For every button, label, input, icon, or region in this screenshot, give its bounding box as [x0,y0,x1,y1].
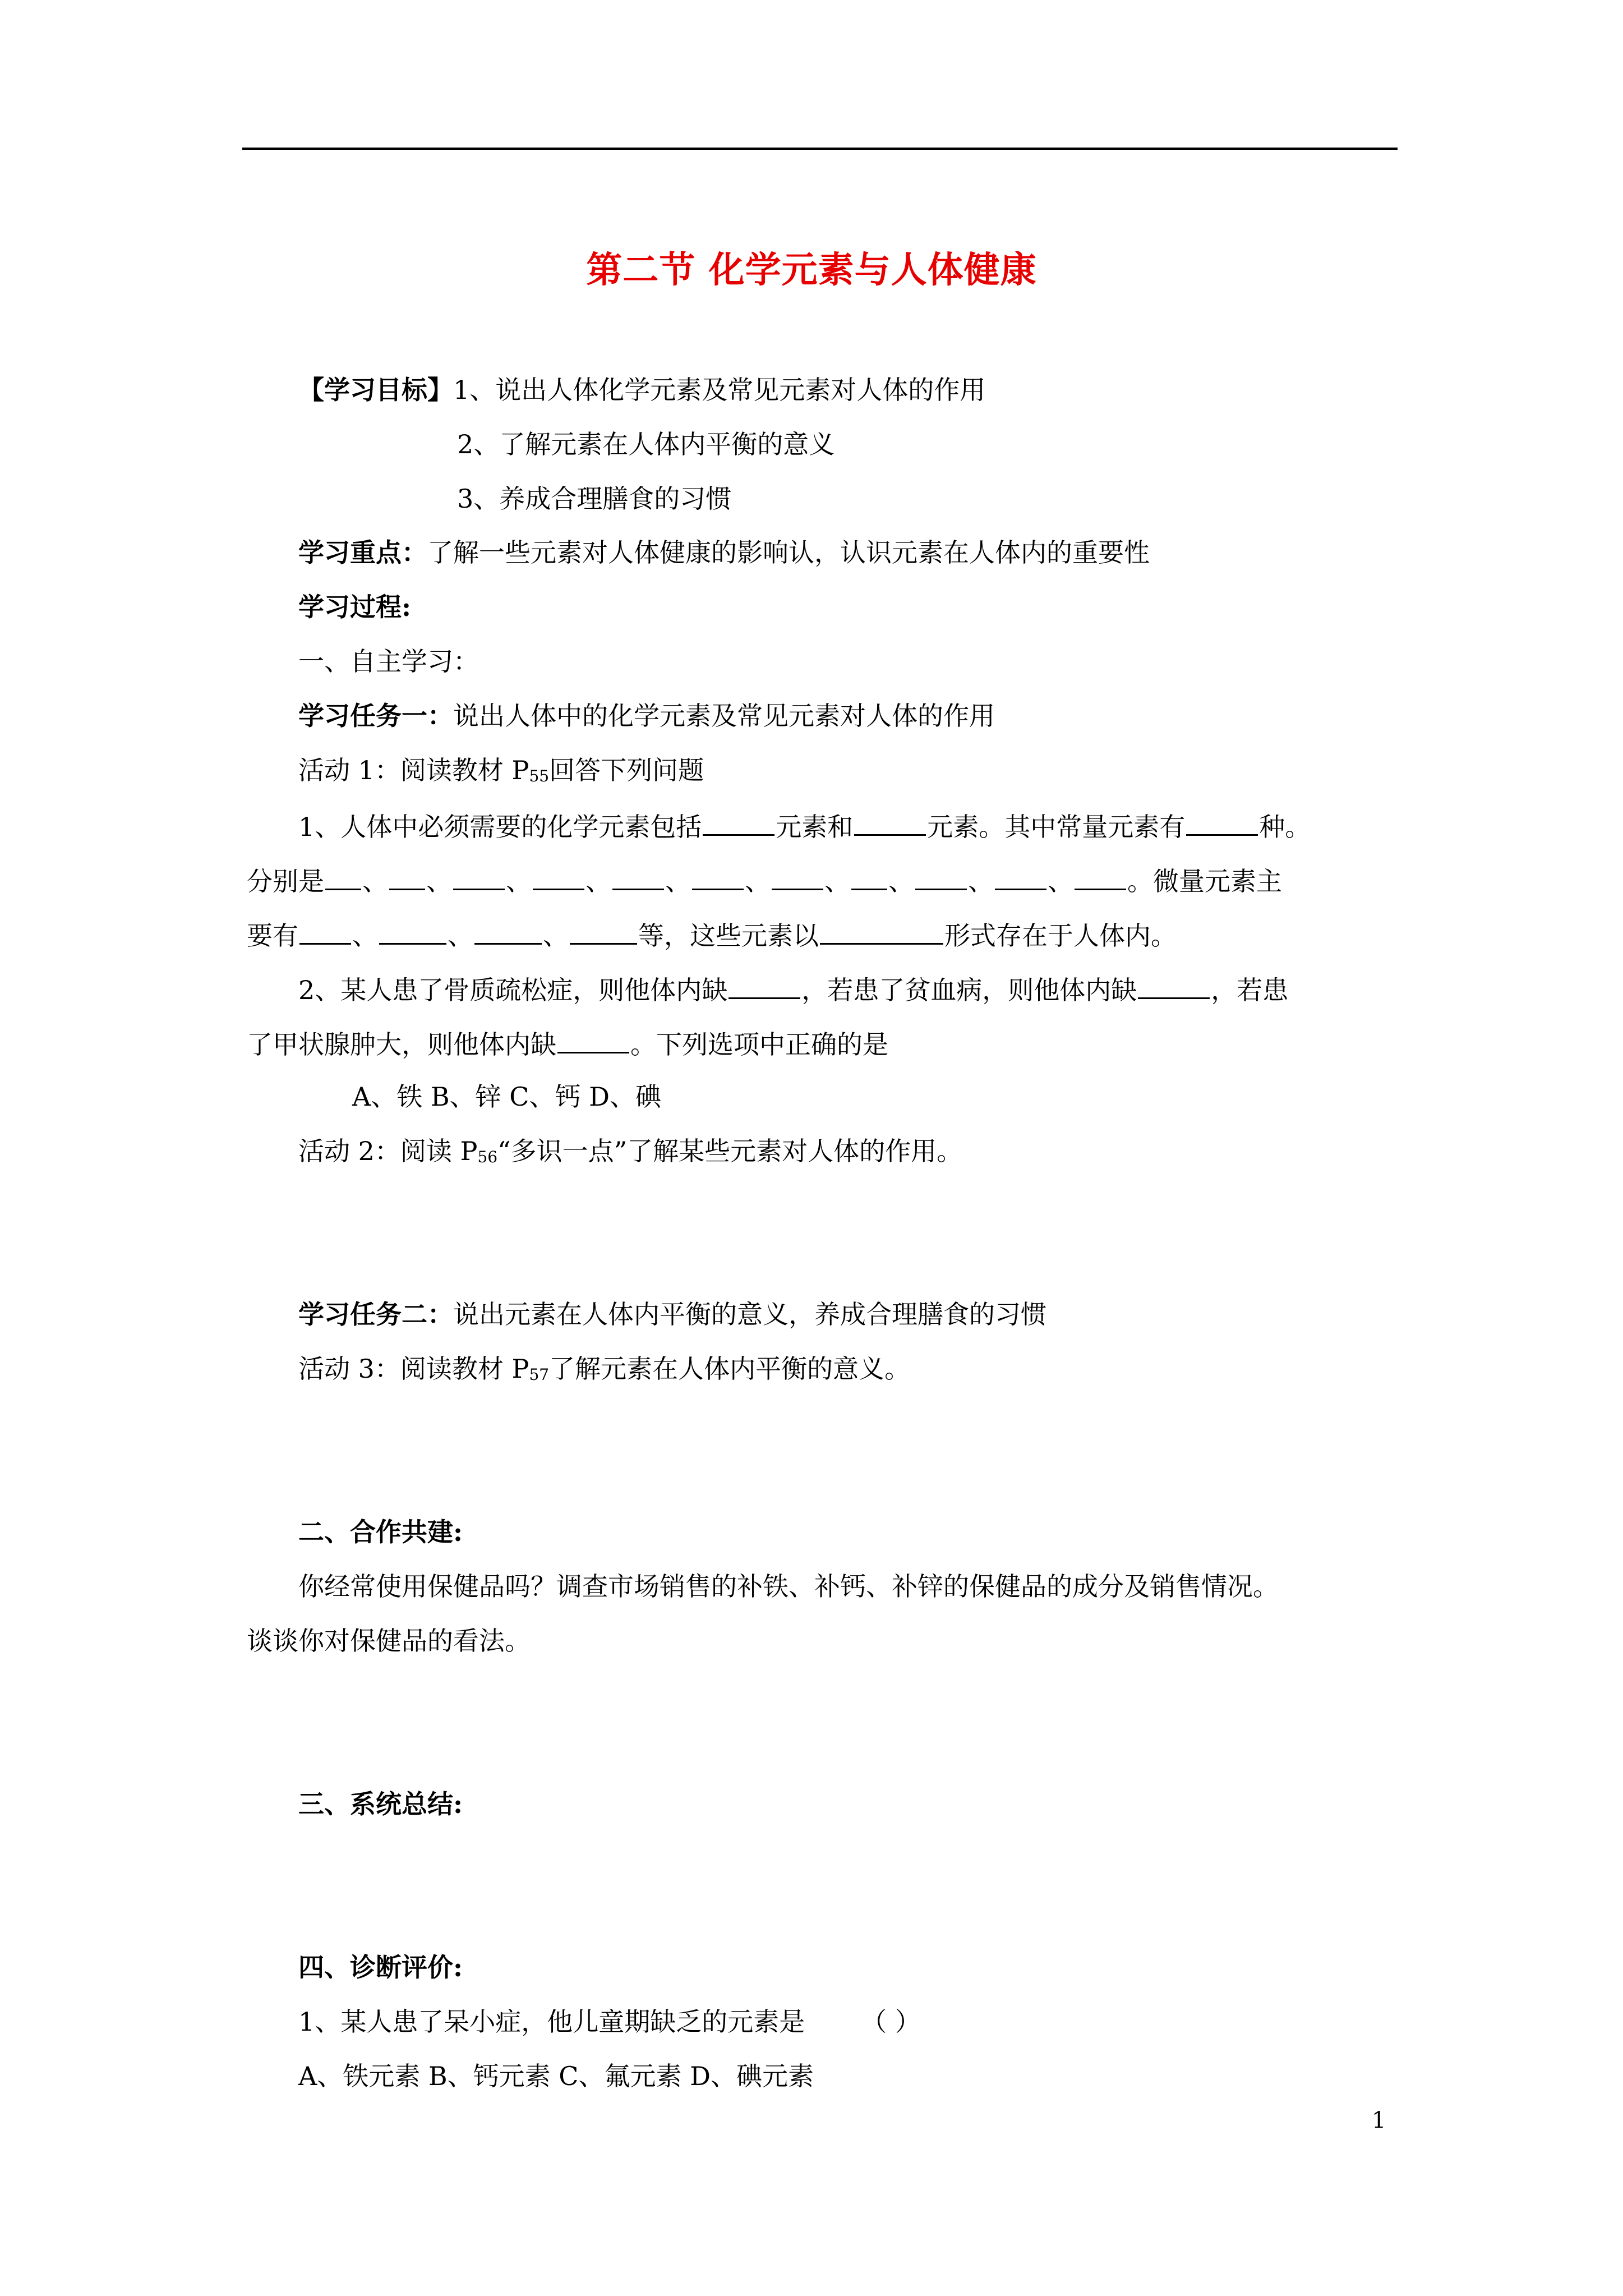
section-evaluation: 四、诊断评价: [298,1952,463,1982]
q1-text-h: 等，这些元素以 [638,921,819,951]
q1-blank-5[interactable] [389,864,425,890]
activity3-pre: 活动 3：阅读教材 P [298,1354,529,1384]
q2-line-2 [247,1027,888,1060]
q1-blank-15[interactable] [299,918,351,945]
q2-blank-3[interactable] [557,1027,629,1053]
process-label: 学习过程: [298,592,411,622]
activity1-line [298,755,704,786]
focus-text: 了解一些元素对人体健康的影响认，认识元素在人体内的重要性 [427,537,1150,568]
q1-text-d: 种。 [1259,812,1311,842]
section-summary: 三、系统总结: [298,1789,463,1819]
q1-blank-12[interactable] [915,864,967,890]
q2-blank-1[interactable] [728,973,800,999]
eval-q1-text: 1、某人患了呆小症，他儿童期缺乏的元素是 [298,2007,805,2037]
activity1-pre: 活动 1：阅读教材 P [298,755,529,785]
focus-line [298,537,1150,568]
activity2-line [298,1136,962,1167]
objectives-label: 【学习目标】 [298,375,453,405]
objectives-line-1 [298,375,985,406]
q2-text-d: 了甲状腺肿大，则他体内缺 [247,1029,556,1060]
eval-q1-answer-paren: （ ） [861,2007,921,2037]
q2-text-b: ，若患了贫血病，则他体内缺 [801,975,1137,1005]
q1-blank-3[interactable] [1186,809,1258,836]
objective-item-3: 3、养成合理膳食的习惯 [457,484,732,514]
q2-options: A、铁 B、锌 C、钙 D、碘 [352,1082,661,1112]
activity1-page-sub: 55 [529,767,550,785]
q2-text-a: 2、某人患了骨质疏松症，则他体内缺 [298,975,728,1005]
task2-label: 学习任务二： [298,1299,453,1329]
activity3-post: 了解元素在人体内平衡的意义。 [549,1354,911,1384]
q1-blank-19[interactable] [820,918,943,945]
q1-text-i: 形式存在于人体内。 [944,921,1177,951]
q1-text-f: 。微量元素主 [1127,866,1282,896]
activity3-page-sub: 57 [529,1365,550,1384]
task1-label: 学习任务一： [298,701,453,731]
focus-label: 学习重点： [298,537,427,568]
task2-text: 说出元素在人体内平衡的意义，养成合理膳食的习惯 [453,1299,1046,1329]
q1-blank-16[interactable] [379,918,446,945]
objective-item-1: 1、说出人体化学元素及常见元素对人体的作用 [453,375,986,405]
q1-line-1 [298,809,1311,843]
q1-blank-10[interactable] [772,864,823,890]
task1-text: 说出人体中的化学元素及常见元素对人体的作用 [453,701,995,731]
objective-item-2: 2、了解元素在人体内平衡的意义 [457,429,835,459]
section-self-study: 一、自主学习： [298,646,479,677]
eval-q1-options: A、铁元素 B、钙元素 C、氟元素 D、碘元素 [298,2061,814,2091]
task1-line [298,701,995,731]
header-rule [242,148,1398,150]
q1-text-c: 元素。其中常量元素有 [927,812,1186,842]
eval-q1-line [298,2007,921,2037]
activity2-pre: 活动 2：阅读 P [298,1136,478,1166]
activity2-post: “多识一点”了解某些元素对人体的作用。 [497,1136,963,1166]
activity1-post: 回答下列问题 [549,755,704,785]
q1-blank-4[interactable] [325,864,361,890]
q1-blank-9[interactable] [692,864,744,890]
q1-text-g: 要有 [247,921,298,951]
task2-line [298,1299,1046,1330]
q1-blank-2[interactable] [854,809,926,836]
q1-line-2: 分别是 、 、 、 、 、 、 、 、 、 、 。微量元素主 [247,864,1282,897]
q1-text-e: 分别是 [247,866,324,896]
q1-text-a: 1、人体中必须需要的化学元素包括 [298,812,702,842]
coop-line-2: 谈谈你对保健品的看法。 [247,1626,531,1656]
q2-line-1 [298,973,1288,1006]
q1-blank-6[interactable] [453,864,505,890]
coop-line-1: 你经常使用保健品吗？调查市场销售的补铁、补钙、补锌的保健品的成分及销售情况。 [298,1571,1279,1602]
q1-blank-18[interactable] [570,918,637,945]
page-number: 1 [1372,2108,1386,2133]
q1-blank-7[interactable] [533,864,584,890]
activity2-page-sub: 56 [477,1148,498,1166]
q2-text-e: 。下列选项中正确的是 [630,1029,888,1060]
q1-blank-1[interactable] [703,809,774,836]
q1-line-3: 要有 、 、 、 等，这些元素以 形式存在于人体内。 [247,918,1177,951]
q2-text-c: ，若患 [1211,975,1289,1005]
section-cooperation: 二、合作共建: [298,1517,463,1547]
q1-blank-8[interactable] [612,864,664,890]
page-title: 第二节 化学元素与人体健康 [586,249,1037,291]
q1-blank-17[interactable] [474,918,542,945]
q2-blank-2[interactable] [1138,973,1210,999]
activity3-line [298,1354,910,1384]
q1-blank-14[interactable] [1075,864,1126,890]
q1-blank-13[interactable] [995,864,1046,890]
q1-blank-11[interactable] [851,864,887,890]
q1-text-b: 元素和 [776,812,854,842]
